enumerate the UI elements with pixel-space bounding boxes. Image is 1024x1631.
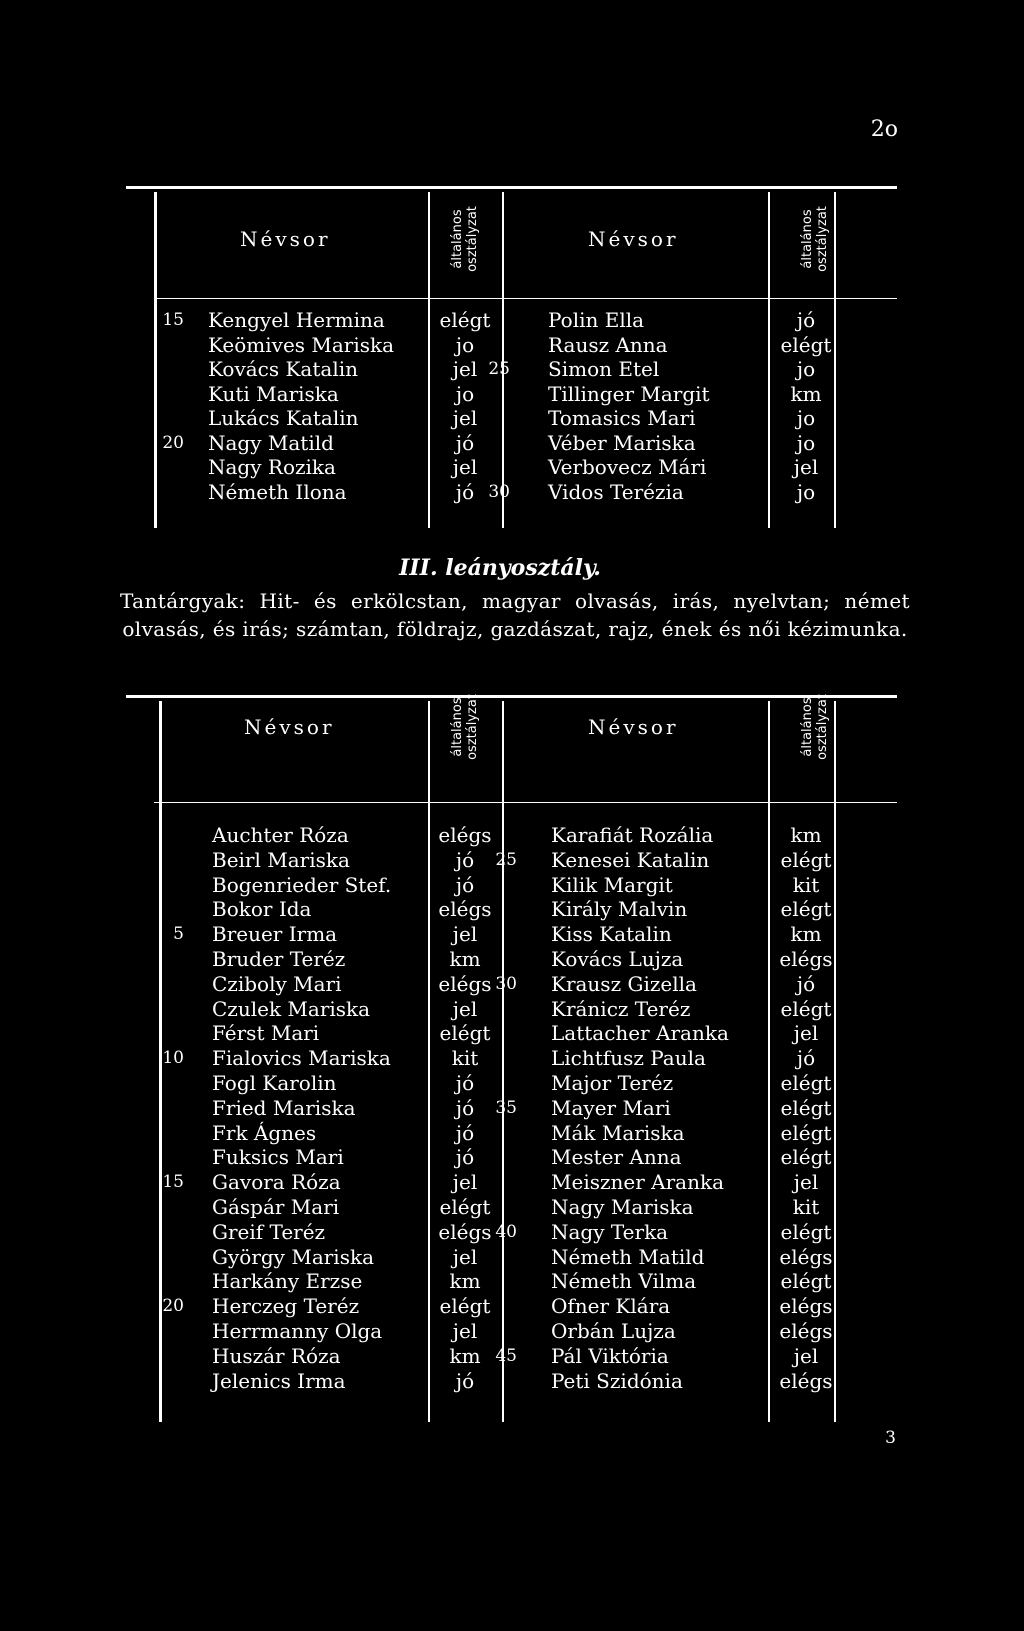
student-name: Gáspár Mari: [212, 1194, 340, 1219]
header-grade-line-2: osztályzat: [465, 206, 480, 272]
student-grade: jel: [452, 1318, 478, 1343]
student-grade: jel: [452, 455, 478, 479]
student-name: Beirl Mariska: [212, 847, 350, 872]
class-table-1: [126, 186, 897, 528]
subjects-paragraph: Tantárgyak: Hit- és erkölcstan, magyar olvasás, irás, nyelvtan; német olvasás, és irás; számtan, földrajz, gazdászat, rajz, ének és női kézimunka.: [120, 589, 910, 641]
student-name: Pál Viktória: [551, 1343, 669, 1368]
student-name: Breuer Irma: [212, 922, 338, 947]
table-2-rows: [126, 823, 897, 1393]
student-grade: jel: [452, 996, 478, 1021]
student-grade: elégt: [780, 897, 832, 922]
student-name: Kuti Mariska: [208, 381, 339, 406]
student-name: Huszár Róza: [212, 1343, 341, 1368]
header-grade-line-1: általános: [800, 697, 815, 757]
student-grade: elégt: [439, 1294, 491, 1319]
student-name: Harkány Erzse: [212, 1269, 363, 1294]
row-number: 35: [495, 1097, 517, 1118]
student-name: Fuksics Mari: [212, 1145, 344, 1170]
student-grade: km: [449, 1343, 481, 1368]
header-grade-line-1: általános: [800, 209, 815, 269]
class-table-2: [126, 695, 897, 1422]
table-row: [126, 1121, 897, 1146]
table-row: [126, 1269, 897, 1294]
student-grade: elégs: [438, 971, 492, 996]
student-name: Simon Etel: [548, 357, 660, 381]
student-grade: elégt: [780, 1145, 832, 1170]
student-grade: jó: [455, 1095, 475, 1120]
student-name: Lichtfusz Paula: [551, 1046, 706, 1071]
student-grade: elégt: [780, 1095, 832, 1120]
student-grade: jó: [455, 430, 475, 455]
student-grade: jel: [793, 1170, 819, 1195]
table-row: [126, 823, 897, 848]
student-name: Peti Szidónia: [551, 1368, 683, 1393]
table-row: [126, 1145, 897, 1170]
student-grade: jo: [796, 479, 816, 504]
student-name: Nagy Rozika: [208, 455, 336, 479]
table-row: [126, 333, 897, 358]
student-name: Herczeg Teréz: [212, 1294, 360, 1319]
header-name-left: Névsor: [240, 227, 331, 251]
student-grade: jó: [796, 971, 816, 996]
table-row: [126, 1245, 897, 1270]
table-row: [126, 480, 897, 505]
class-section: [120, 555, 910, 643]
student-grade: elégt: [780, 996, 832, 1021]
table-row: [126, 455, 897, 480]
student-grade: km: [449, 1269, 481, 1294]
table-row: [126, 308, 897, 333]
student-name: Jelenics Irma: [212, 1368, 346, 1393]
table-row: [126, 972, 897, 997]
table-row: [126, 1071, 897, 1096]
student-grade: jel: [452, 922, 478, 947]
student-grade: elégs: [438, 897, 492, 922]
student-name: Greif Teréz: [212, 1219, 326, 1244]
student-name: Lukács Katalin: [208, 406, 359, 430]
student-name: Gavora Róza: [212, 1170, 341, 1195]
student-grade: elégs: [438, 1219, 492, 1244]
student-grade: kit: [792, 1194, 820, 1219]
section-title: III. leányosztály.: [399, 555, 601, 581]
student-grade: jo: [455, 332, 475, 357]
student-grade: jo: [455, 381, 475, 406]
student-grade: km: [790, 922, 822, 947]
student-name: Mester Anna: [551, 1145, 682, 1170]
header-rule: [154, 298, 897, 299]
table-row: [126, 1021, 897, 1046]
student-grade: km: [449, 946, 481, 971]
student-grade: jo: [796, 430, 816, 455]
student-name: Kiss Katalin: [551, 922, 672, 947]
student-name: Cziboly Mari: [212, 971, 342, 996]
student-grade: elégt: [439, 1021, 491, 1046]
row-number: 15: [162, 310, 184, 330]
table-row: [126, 897, 897, 922]
student-name: Bruder Teréz: [212, 946, 346, 971]
student-name: Mák Mariska: [551, 1120, 685, 1145]
student-name: Király Malvin: [551, 897, 688, 922]
student-grade: km: [790, 381, 822, 406]
student-grade: jó: [455, 872, 475, 897]
row-number: 10: [162, 1048, 184, 1069]
student-name: Németh Matild: [551, 1244, 705, 1269]
student-name: Tillinger Margit: [548, 381, 710, 406]
header-grade-line-2: osztályzat: [815, 206, 830, 272]
student-name: Németh Ilona: [208, 479, 347, 504]
table-row: [126, 1294, 897, 1319]
table-top-rule: [126, 695, 897, 698]
student-name: Németh Vilma: [551, 1269, 697, 1294]
student-name: Kilik Margit: [551, 872, 673, 897]
student-grade: jel: [452, 357, 478, 381]
table-row: [126, 1220, 897, 1245]
student-grade: elégt: [780, 1120, 832, 1145]
student-grade: jó: [455, 847, 475, 872]
student-grade: jel: [452, 1170, 478, 1195]
student-grade: elégs: [779, 946, 833, 971]
student-name: Bogenrieder Stef.: [212, 872, 392, 897]
student-grade: elégt: [780, 1219, 832, 1244]
student-name: Fialovics Mariska: [212, 1046, 391, 1071]
student-name: Férst Mari: [212, 1021, 320, 1046]
student-grade: jel: [452, 1244, 478, 1269]
student-grade: elégt: [439, 1194, 491, 1219]
student-grade: jó: [455, 479, 475, 504]
student-name: Karafiát Rozália: [551, 823, 714, 847]
table-row: [126, 997, 897, 1022]
row-number: 45: [495, 1345, 517, 1366]
row-number: 30: [488, 481, 510, 502]
student-name: Kenesei Katalin: [551, 847, 710, 872]
header-grade-line-1: általános: [450, 209, 465, 269]
table-row: [126, 1195, 897, 1220]
row-number: 20: [162, 432, 184, 453]
student-grade: elégt: [439, 308, 491, 332]
header-grade-line-1: általános: [450, 697, 465, 757]
header-grade-right: [799, 677, 831, 777]
student-name: Fogl Karolin: [212, 1070, 337, 1095]
header-name-right: Névsor: [588, 715, 679, 739]
student-name: Auchter Róza: [212, 823, 349, 847]
student-grade: elégt: [780, 1070, 832, 1095]
student-name: Krausz Gizella: [551, 971, 697, 996]
student-name: Herrmanny Olga: [212, 1318, 383, 1343]
student-name: Bokor Ida: [212, 897, 312, 922]
student-name: Ofner Klára: [551, 1294, 671, 1319]
student-grade: jó: [796, 1046, 816, 1071]
table-row: [126, 431, 897, 456]
student-grade: jo: [796, 357, 816, 381]
header-name-right: Névsor: [588, 227, 679, 251]
student-grade: kit: [792, 872, 820, 897]
student-name: Vidos Terézia: [548, 479, 684, 504]
student-name: Nagy Terka: [551, 1219, 669, 1244]
student-grade: km: [790, 823, 822, 847]
student-name: Kránicz Teréz: [551, 996, 691, 1021]
student-grade: elégs: [779, 1368, 833, 1393]
student-grade: elégt: [780, 332, 832, 357]
header-grade-right: [799, 189, 831, 289]
student-grade: jel: [793, 455, 819, 479]
student-name: Verbovecz Mári: [548, 455, 707, 479]
student-grade: jó: [455, 1145, 475, 1170]
student-grade: jó: [796, 308, 816, 332]
table-row: [126, 873, 897, 898]
table-row: [126, 1170, 897, 1195]
header-grade-left: [449, 189, 481, 289]
row-number: 40: [495, 1221, 517, 1242]
student-name: Lattacher Aranka: [551, 1021, 729, 1046]
student-name: Czulek Mariska: [212, 996, 371, 1021]
row-number: 25: [488, 359, 510, 379]
table-row: [126, 1369, 897, 1394]
header-grade-left: [449, 677, 481, 777]
student-name: Nagy Matild: [208, 430, 334, 455]
table-row: [126, 406, 897, 431]
student-grade: jó: [455, 1070, 475, 1095]
table-row: [126, 1046, 897, 1071]
table-row: [126, 357, 897, 382]
table-row: [126, 1344, 897, 1369]
student-grade: elégt: [780, 1269, 832, 1294]
header-name-left: Névsor: [244, 715, 335, 739]
student-name: Kovács Katalin: [208, 357, 358, 381]
row-number: 30: [495, 973, 517, 994]
student-name: Mayer Mari: [551, 1095, 671, 1120]
student-name: Orbán Lujza: [551, 1318, 676, 1343]
student-grade: jel: [793, 1343, 819, 1368]
student-name: Kovács Lujza: [551, 946, 684, 971]
student-grade: elégs: [779, 1294, 833, 1319]
student-name: Major Teréz: [551, 1070, 674, 1095]
table-row: [126, 1319, 897, 1344]
student-name: Nagy Mariska: [551, 1194, 694, 1219]
table-row: [126, 382, 897, 407]
student-grade: elégt: [780, 847, 832, 872]
table-row: [126, 848, 897, 873]
student-grade: jel: [793, 1021, 819, 1046]
table-top-rule: [126, 186, 897, 189]
student-name: Rausz Anna: [548, 332, 668, 357]
student-name: Tomasics Mari: [548, 406, 696, 430]
table-row: [126, 922, 897, 947]
student-grade: jel: [452, 406, 478, 430]
header-grade-line-2: osztályzat: [465, 694, 480, 760]
student-name: György Mariska: [212, 1244, 375, 1269]
sheet-signature-mark: 3: [885, 1428, 896, 1448]
student-name: Keömives Mariska: [208, 332, 395, 357]
table-row: [126, 947, 897, 972]
student-grade: jo: [796, 406, 816, 430]
student-grade: jó: [455, 1120, 475, 1145]
student-name: Polin Ella: [548, 308, 645, 332]
student-name: Véber Mariska: [548, 430, 696, 455]
student-grade: elégs: [438, 823, 492, 847]
student-name: Meiszner Aranka: [551, 1170, 724, 1195]
header-grade-line-2: osztályzat: [815, 694, 830, 760]
header-rule: [154, 802, 897, 803]
row-number: 20: [162, 1296, 184, 1317]
student-grade: elégs: [779, 1244, 833, 1269]
page-number: 2o: [870, 117, 898, 142]
student-name: Kengyel Hermina: [208, 308, 385, 332]
student-name: Frk Ágnes: [212, 1120, 317, 1145]
table-row: [126, 1096, 897, 1121]
table-1-rows: [126, 308, 897, 504]
row-number: 15: [162, 1172, 184, 1193]
student-grade: elégs: [779, 1318, 833, 1343]
student-grade: jó: [455, 1368, 475, 1393]
row-number: 25: [495, 849, 517, 870]
student-name: Fried Mariska: [212, 1095, 356, 1120]
row-number: 5: [173, 924, 184, 945]
student-grade: kit: [451, 1046, 479, 1071]
